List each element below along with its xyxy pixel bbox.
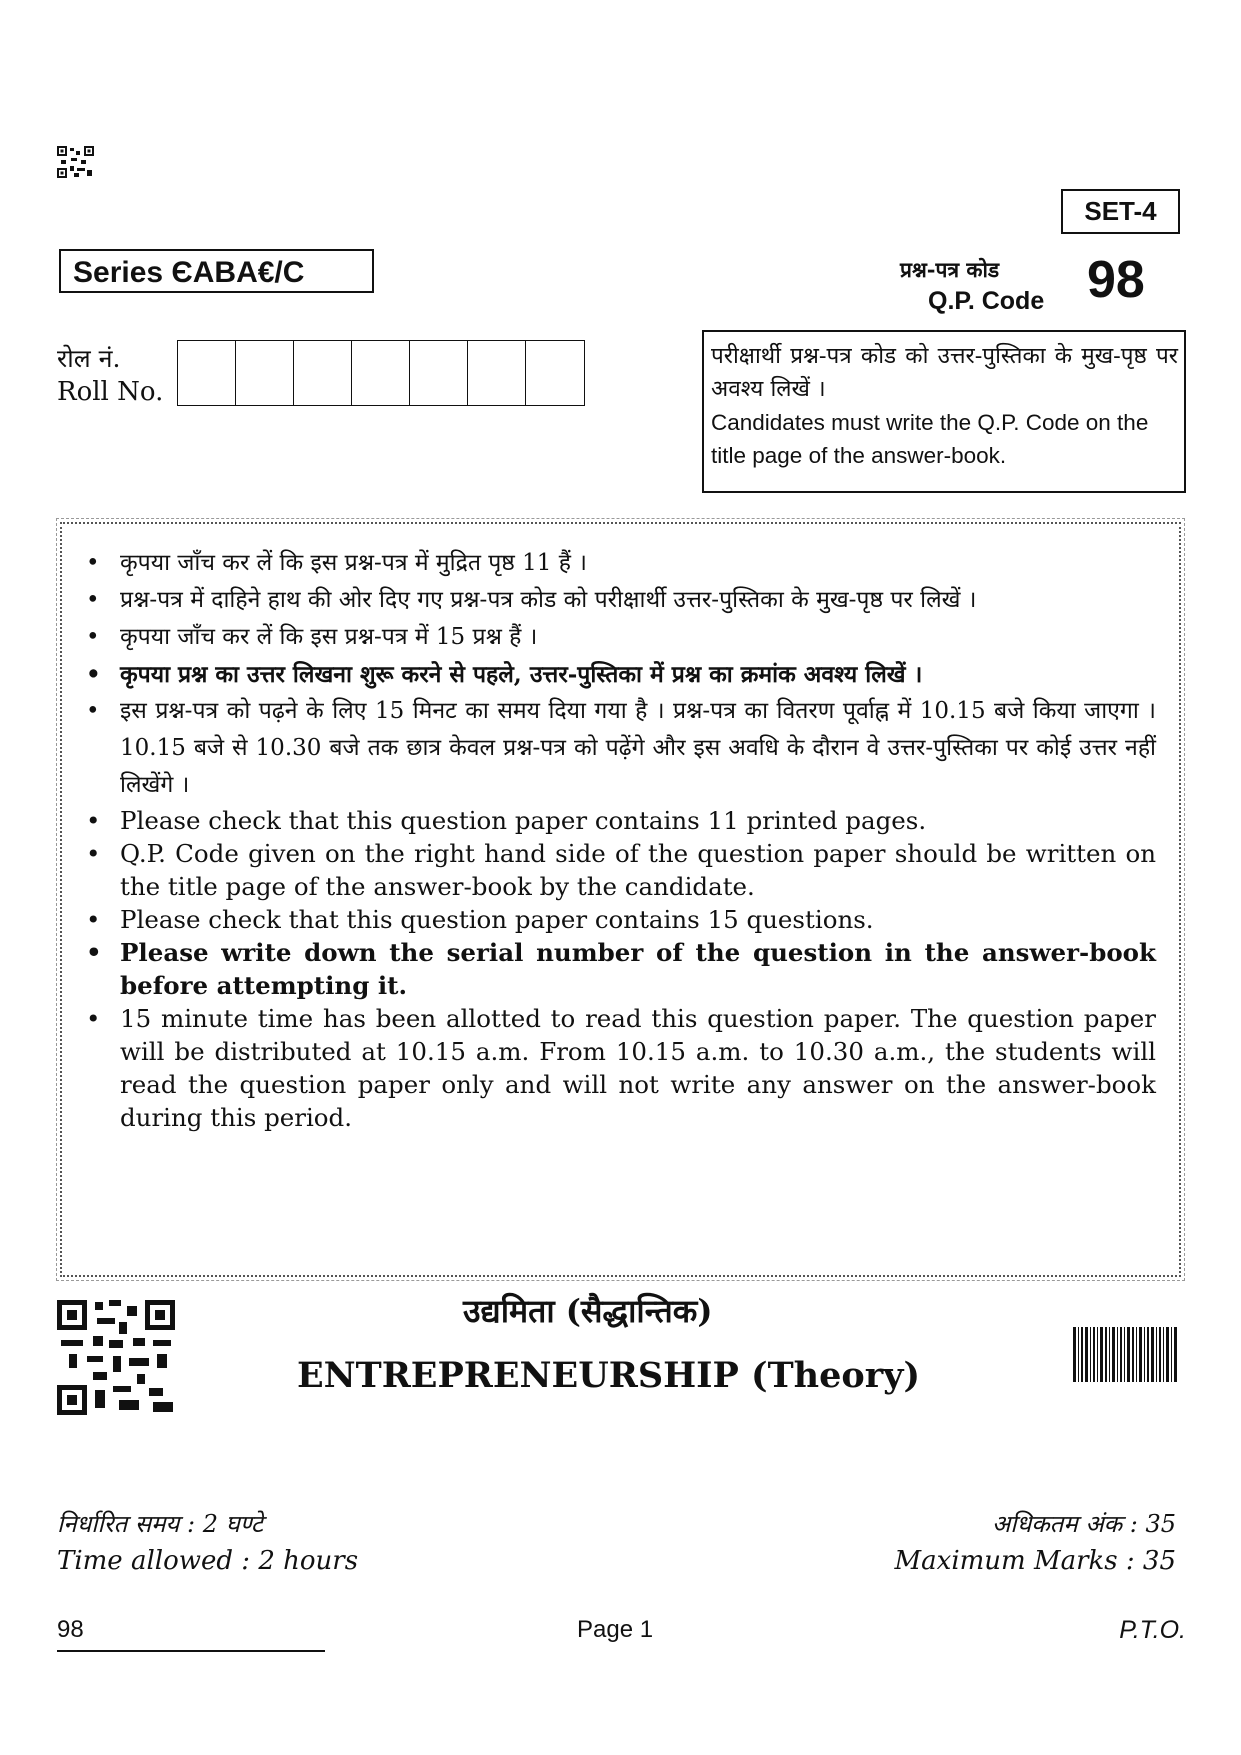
bullet: • bbox=[86, 1004, 101, 1033]
page-number: Page 1 bbox=[577, 1616, 654, 1643]
roll-digit-box[interactable] bbox=[526, 341, 584, 405]
instruction-item-hi bbox=[86, 582, 1156, 619]
instruction-text: 15 minute time has been allotted to read this question paper. The question paper will be distributed at 10.15 a.m. From 10.15 a.m. to 10.30 a.m., the students will read the question paper only and will not write any answer on the answer-book during this period. bbox=[120, 1004, 1156, 1132]
roll-digit-box[interactable] bbox=[410, 341, 468, 405]
bullet: • bbox=[86, 624, 100, 650]
roll-digit-box[interactable] bbox=[178, 341, 236, 405]
bullet: • bbox=[86, 806, 101, 835]
bullet: • bbox=[86, 938, 102, 967]
qp-code-label: Q.P. Code bbox=[928, 287, 1045, 315]
maximum-marks: Maximum Marks : 35 bbox=[894, 1546, 1176, 1576]
roll-digit-box[interactable] bbox=[468, 341, 526, 405]
roll-number-boxes[interactable] bbox=[177, 340, 585, 406]
footer-qp-code: 98 bbox=[57, 1616, 84, 1643]
bullet: • bbox=[86, 698, 100, 724]
instruction-item bbox=[86, 804, 1156, 837]
instruction-item-hi bbox=[86, 693, 1156, 804]
instruction-text: कृपया जाँच कर लें कि इस प्रश्न-पत्र में मुद्रित पृष्ठ 11 हैं । bbox=[120, 550, 587, 576]
qr-code-small-icon bbox=[57, 146, 94, 178]
subject-title-hindi: उद्यमिता (सैद्धान्तिक) bbox=[463, 1292, 713, 1330]
instruction-item bbox=[86, 1002, 1156, 1134]
instruction-text: Please check that this question paper contains 15 questions. bbox=[120, 905, 874, 934]
instruction-text: इस प्रश्न-पत्र को पढ़ने के लिए 15 मिनट का समय दिया गया है । प्रश्न-पत्र का वितरण पूर्वाह्न में 10.15 बजे किया जाएगा । 10.15 बजे से 10.30 बजे तक छात्र केवल प्रश्न-पत्र को पढ़ेंगे और इस अवधि के दौरान वे उत्तर-पुस्तिका पर कोई उत्तर नहीं लिखेंगे । bbox=[120, 698, 1156, 798]
bullet: • bbox=[86, 839, 101, 868]
time-allowed: Time allowed : 2 hours bbox=[57, 1546, 359, 1576]
bullet: • bbox=[86, 661, 101, 688]
roll-digit-box[interactable] bbox=[236, 341, 294, 405]
roll-label: Roll No. bbox=[57, 377, 164, 407]
instruction-item bbox=[86, 936, 1156, 1002]
instruction-item bbox=[86, 837, 1156, 903]
pto-label: P.T.O. bbox=[1119, 1616, 1186, 1644]
instruction-text: Q.P. Code given on the right hand side of the question paper should be written on the title page of the answer-book by the candidate. bbox=[120, 839, 1156, 901]
instruction-item-hi bbox=[86, 545, 1156, 582]
subject-title: ENTREPRENEURSHIP (Theory) bbox=[297, 1355, 921, 1396]
note-hindi: परीक्षार्थी प्रश्न-पत्र कोड को उत्तर-पुस्तिका के मुख-पृष्ठ पर अवश्य लिखें । bbox=[711, 343, 1178, 402]
set-number-box: SET-4 bbox=[1061, 189, 1180, 234]
series-box: Series ЄABA€/C bbox=[59, 249, 374, 293]
qp-code-value: 98 bbox=[1087, 251, 1145, 309]
roll-digit-box[interactable] bbox=[352, 341, 410, 405]
qp-code-label-hindi: प्रश्न-पत्र कोड bbox=[900, 257, 1000, 282]
instruction-text: Please write down the serial number of the question in the answer-book before attempting it. bbox=[120, 938, 1156, 1000]
instruction-text: प्रश्न-पत्र में दाहिने हाथ की ओर दिए गए प्रश्न-पत्र कोड को परीक्षार्थी उत्तर-पुस्तिका के मुख-पृष्ठ पर लिखें । bbox=[120, 587, 977, 613]
instructions-list bbox=[86, 545, 1156, 1134]
footer-divider bbox=[57, 1650, 325, 1652]
time-allowed-hindi: निर्धारित समय : 2 घण्टे bbox=[57, 1510, 264, 1538]
instruction-item-hi bbox=[86, 656, 1156, 693]
roll-label-hindi: रोल नं. bbox=[57, 344, 121, 373]
bullet: • bbox=[86, 905, 101, 934]
qr-code-icon bbox=[57, 1300, 175, 1415]
note-english: Candidates must write the Q.P. Code on the title page of the answer-book. bbox=[711, 410, 1149, 468]
instruction-item-hi bbox=[86, 619, 1156, 656]
qp-code-note-box bbox=[702, 330, 1186, 493]
barcode-icon bbox=[1073, 1327, 1177, 1382]
maximum-marks-hindi: अधिकतम अंक : 35 bbox=[991, 1510, 1176, 1538]
bullet: • bbox=[86, 550, 100, 576]
bullet: • bbox=[86, 587, 100, 613]
roll-digit-box[interactable] bbox=[294, 341, 352, 405]
instruction-text: कृपया जाँच कर लें कि इस प्रश्न-पत्र में 15 प्रश्न हैं । bbox=[120, 624, 538, 650]
instruction-text: कृपया प्रश्न का उत्तर लिखना शुरू करने से पहले, उत्तर-पुस्तिका में प्रश्न का क्रमांक अवश्य लिखें । bbox=[120, 661, 923, 688]
instruction-text: Please check that this question paper contains 11 printed pages. bbox=[120, 806, 927, 835]
instruction-item bbox=[86, 903, 1156, 936]
